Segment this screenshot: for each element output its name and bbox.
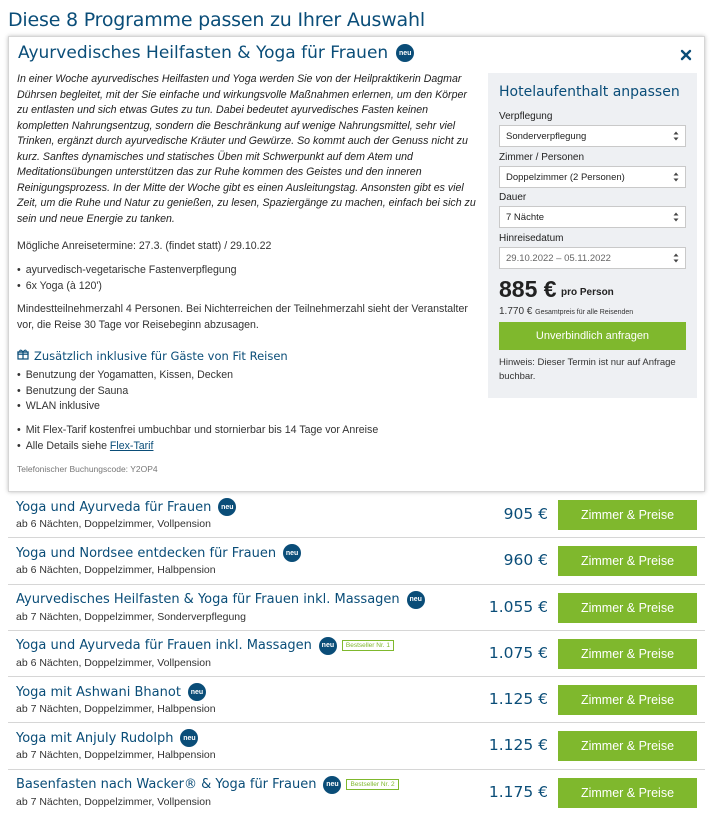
program-row-price: 1.125 € [488, 736, 548, 755]
duration-select-value: 7 Nächte [506, 211, 545, 223]
program-row-title-text[interactable]: Yoga und Nordsee entdecken für Frauen [16, 545, 277, 561]
program-row-title-text[interactable]: Yoga und Ayurveda für Frauen [16, 499, 212, 515]
rooms-prices-button[interactable]: Zimmer & Preise [558, 685, 697, 715]
feature-list [17, 263, 237, 294]
select-arrows-icon [673, 171, 679, 183]
new-badge: neu [323, 776, 341, 794]
program-row-title-text[interactable]: Yoga und Ayurveda für Frauen inkl. Massagen [16, 638, 312, 654]
gift-icon [17, 348, 29, 363]
meal-label: Verpflegung [499, 111, 553, 122]
list-item: • Mit Flex-Tarif kostenfrei umbuchbar und stornierbar bis 14 Tage vor Anreise [17, 423, 378, 439]
table-row [8, 631, 705, 677]
program-row-title-text[interactable]: Yoga mit Ashwani Bhanot [16, 684, 181, 700]
program-row-price: 905 € [503, 505, 548, 523]
select-arrows-icon [673, 211, 679, 223]
program-row-title-text[interactable]: Yoga mit Anjuly Rudolph [16, 730, 174, 746]
program-row-price: 960 € [503, 551, 548, 570]
program-row-details: ab 7 Nächten, Doppelzimmer, Halbpension [16, 703, 216, 716]
rooms-prices-button[interactable]: Zimmer & Preise [558, 778, 697, 808]
new-badge: neu [283, 544, 301, 562]
bestseller-badge: Bestseller Nr. 1 [342, 640, 394, 651]
rooms-prices-button[interactable]: Zimmer & Preise [558, 546, 697, 576]
program-row-price: 1.175 € [488, 782, 548, 801]
program-row-details: ab 7 Nächten, Doppelzimmer, Halbpension [16, 749, 216, 762]
rooms-prices-button[interactable]: Zimmer & Preise [558, 639, 697, 669]
program-list [8, 492, 705, 816]
room-select-value: Doppelzimmer (2 Personen) [506, 171, 625, 183]
list-item: • Benutzung der Yogamatten, Kissen, Decken [17, 368, 233, 384]
table-row [8, 723, 705, 769]
list-item: • ayurvedisch-vegetarische Fastenverpflegung [17, 263, 237, 279]
program-row-details: ab 6 Nächten, Doppelzimmer, Halbpension [16, 564, 216, 577]
new-badge: neu [396, 44, 414, 62]
date-select-value: 29.10.2022 – 05.11.2022 [506, 252, 611, 264]
program-row-details: ab 7 Nächten, Doppelzimmer, Sonderverpflegung [16, 610, 246, 623]
availability-hint: Hinweis: Dieser Termin ist nur auf Anfrage buchbar. [499, 357, 676, 382]
duration-label: Dauer [499, 192, 527, 203]
table-row [8, 677, 705, 723]
new-badge: neu [319, 637, 337, 655]
date-select[interactable] [499, 247, 686, 269]
list-item: • WLAN inklusive [17, 399, 233, 415]
arrival-dates: Mögliche Anreisetermine: 27.3. (findet statt) / 29.10.22 [17, 240, 272, 252]
program-row-price: 1.055 € [488, 597, 548, 616]
program-row-title[interactable] [16, 544, 301, 562]
request-button[interactable]: Unverbindlich anfragen [499, 322, 686, 350]
new-badge: neu [180, 729, 198, 747]
select-arrows-icon [673, 252, 679, 264]
program-title [18, 43, 414, 63]
program-title-text: Ayurvedisches Heilfasten & Yoga für Frauen [18, 43, 389, 63]
close-icon[interactable] [679, 48, 693, 62]
table-row [8, 585, 705, 631]
total-price-note: Gesamtpreis für alle Reisenden [535, 309, 634, 316]
booking-code: Telefonischer Buchungscode: Y2OP4 [17, 464, 158, 474]
rooms-prices-button[interactable]: Zimmer & Preise [558, 500, 697, 530]
duration-select[interactable] [499, 206, 686, 228]
date-label: Hinreisedatum [499, 233, 564, 244]
new-badge: neu [407, 591, 425, 609]
page-title: Diese 8 Programme passen zu Ihrer Auswahl [8, 9, 425, 31]
new-badge: neu [188, 683, 206, 701]
price-per-person-label: pro Person [561, 287, 614, 298]
rooms-prices-button[interactable]: Zimmer & Preise [558, 731, 697, 761]
program-row-title[interactable] [16, 776, 399, 794]
program-row-title[interactable] [16, 637, 394, 655]
program-row-title[interactable] [16, 498, 236, 516]
table-row [8, 538, 705, 584]
list-item: • Benutzung der Sauna [17, 384, 233, 400]
program-row-price: 1.075 € [488, 643, 548, 662]
program-row-details: ab 7 Nächten, Doppelzimmer, Vollpension [16, 795, 211, 808]
total-price-value: 1.770 € [499, 306, 533, 317]
room-select[interactable] [499, 166, 686, 188]
program-row-price: 1.125 € [488, 690, 548, 709]
program-row-title[interactable] [16, 683, 206, 701]
price-per-person: 885 € [499, 276, 557, 302]
extras-list [17, 368, 233, 415]
hotel-panel-title: Hotelaufenthalt anpassen [499, 84, 680, 100]
hotel-customize-panel [488, 73, 697, 398]
program-detail-card [8, 36, 705, 492]
bestseller-badge: Bestseller Nr. 2 [346, 779, 398, 790]
rooms-prices-button[interactable]: Zimmer & Preise [558, 593, 697, 623]
program-row-details: ab 6 Nächten, Doppelzimmer, Vollpension [16, 518, 211, 530]
program-row-title[interactable] [16, 729, 198, 747]
minimum-participants-note: Mindestteilnehmerzahl 4 Personen. Bei Nichterreichen der Teilnehmerzahl sieht der Veranstalter vor, die Reise 30 Tage vor Reisebeginn abzusagen. [17, 303, 468, 331]
program-row-title-text[interactable]: Ayurvedisches Heilfasten & Yoga für Frauen inkl. Massagen [16, 592, 400, 608]
program-description: In einer Woche ayurvedisches Heilfasten und Yoga werden Sie von der Heilpraktikerin Dagmar Dührsen begleitet, mit der Sie einfache und wirkungsvolle Maßnahmen erlernen, um den Körper zu entlasten und sich etwas Gutes zu tun. Dabei bedeutet ayurvedisches Fasten keinen kompletten Nahrungsentzug, sondern die Beschränkung auf wenige Nahrungsmittel, sehr viel Trinken, ergänzt durch ayurvedische Kräuter und Gewürze. So kommt auch der Genuss nicht zu kurz. Sanftes dynamisches und statisches Üben mit Schwerpunkt auf dem Atem und Meditationsübungen unterstützen das zur Ruhe kommen des Geistes und den inneren Reinigungsprozess. In der Mitte der Woche gibt es einen Ausleitungstag. Ansonsten gibt es viel Zeit, um die Ruhe und Natur zu genießen, zu lesen, Spaziergänge zu machen, einfach bei sich zu sein und neue Energie zu tanken. [17, 73, 476, 225]
extras-heading [17, 348, 288, 363]
program-row-details: ab 6 Nächten, Doppelzimmer, Vollpension [16, 656, 211, 669]
table-row [8, 492, 705, 538]
details-prefix: Alle Details siehe [25, 439, 110, 452]
new-badge: neu [218, 498, 236, 516]
meal-select-value: Sonderverpflegung [506, 130, 587, 142]
meal-select[interactable] [499, 125, 686, 147]
extras-heading-text: Zusätzlich inklusive für Gäste von Fit Reisen [34, 348, 288, 363]
room-label: Zimmer / Personen [499, 152, 585, 163]
flex-tarif-link[interactable]: Flex-Tarif [109, 439, 154, 452]
select-arrows-icon [673, 130, 679, 142]
total-price [499, 306, 633, 317]
list-item [17, 439, 378, 455]
program-row-title-text[interactable]: Basenfasten nach Wacker® & Yoga für Frauen [16, 777, 317, 793]
list-item: • 6x Yoga (à 120') [17, 279, 237, 295]
program-row-title[interactable] [16, 591, 425, 609]
table-row [8, 770, 705, 816]
flex-list [17, 423, 378, 454]
